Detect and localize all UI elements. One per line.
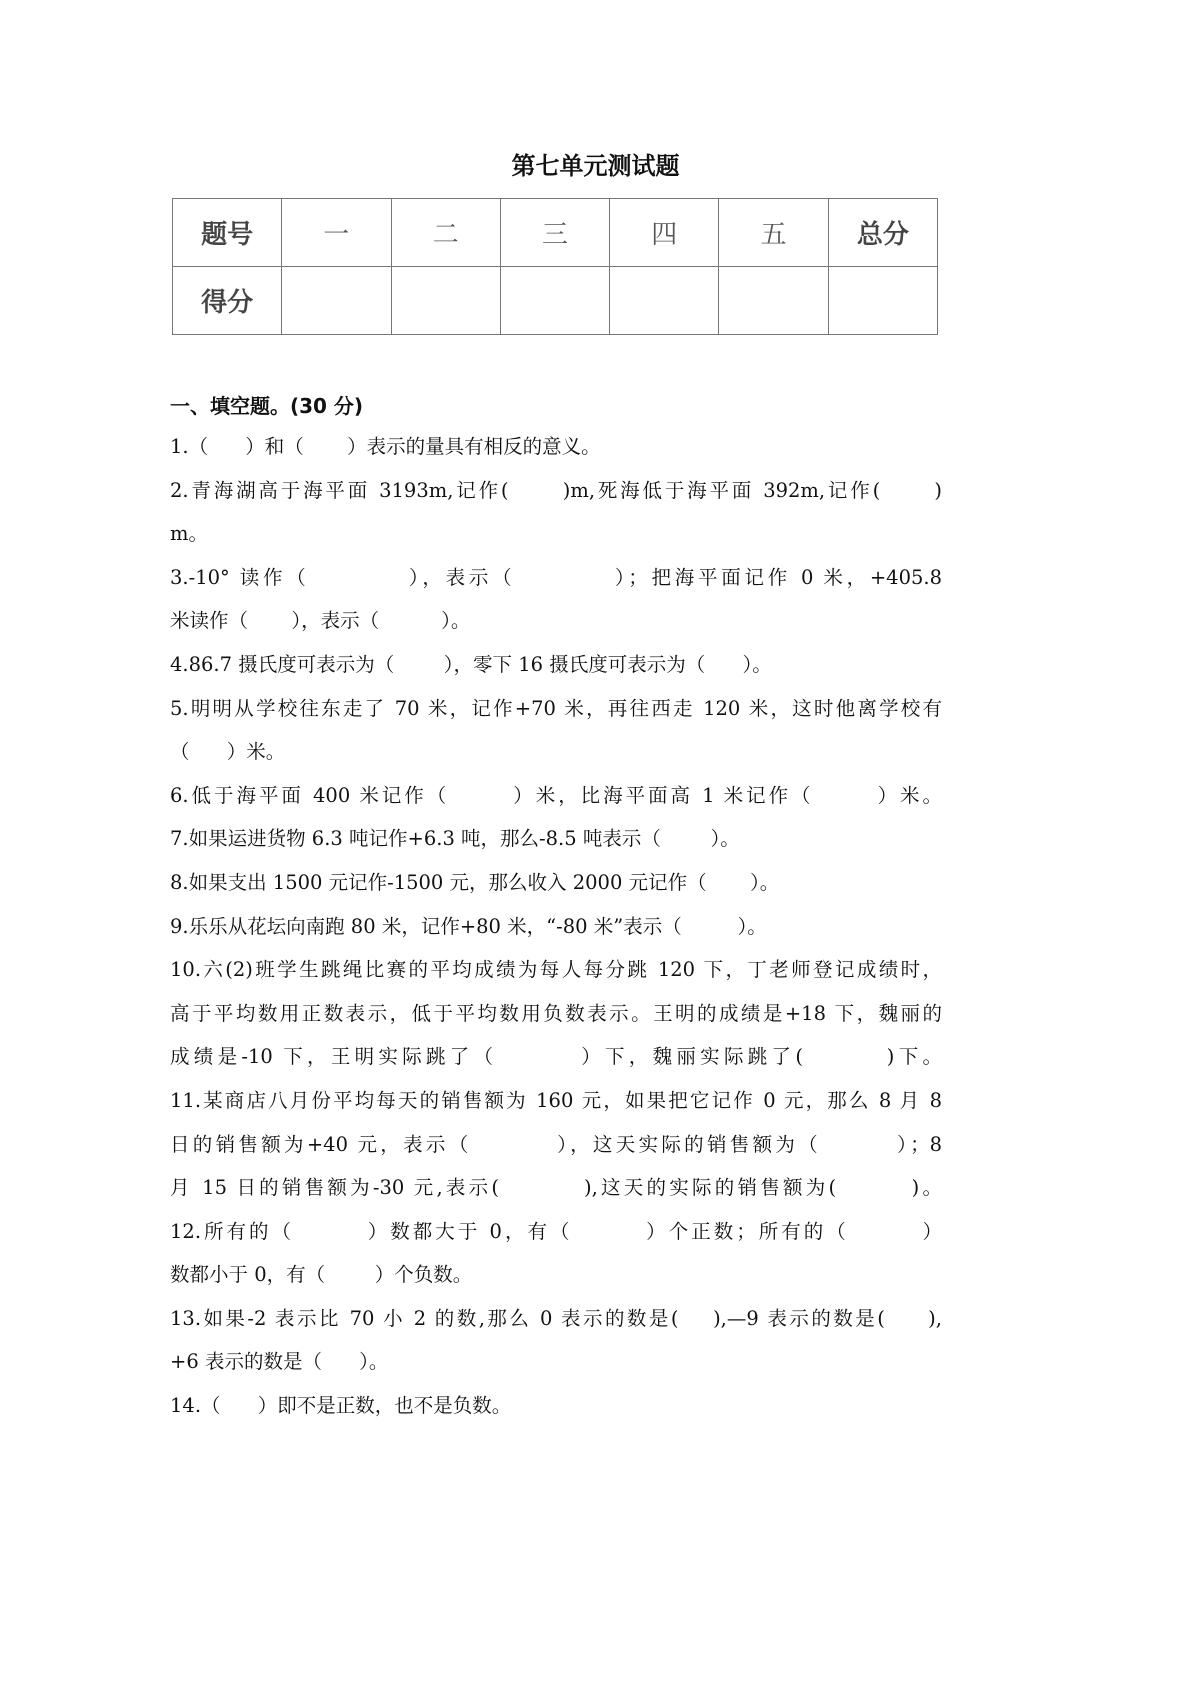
question-line: 10.六(2)班学生跳绳比赛的平均成绩为每人每分跳 120 下，丁老师登记成绩时， [170, 958, 942, 982]
question-line: +6 表示的数是（ ）。 [170, 1350, 389, 1374]
question-line: （ ）米。 [170, 740, 286, 764]
row-label: 得分 [173, 267, 282, 335]
question-line: 2.青海湖高于海平面 3193m,记作( )m,死海低于海平面 392m,记作( ) [170, 478, 942, 502]
score-cell[interactable] [828, 267, 937, 335]
question-line: 11.某商店八月份平均每天的销售额为 160 元，如果把它记作 0 元，那么 8 月 8 [170, 1088, 942, 1112]
score-table-header-row [173, 199, 938, 267]
header-cell: 总分 [828, 199, 937, 267]
score-cell[interactable] [500, 267, 609, 335]
question-line: 高于平均数用正数表示，低于平均数用负数表示。王明的成绩是+18 下，魏丽的 [170, 1001, 942, 1025]
score-cell[interactable] [282, 267, 391, 335]
question-line: 1.（ ）和（ ）表示的量具有相反的意义。 [170, 435, 601, 458]
question-line: m。 [170, 522, 208, 546]
question-line: 8.如果支出 1500 元记作-1500 元，那么收入 2000 元记作（ ）。 [170, 870, 780, 894]
header-cell: 三 [500, 199, 609, 267]
question-list [170, 425, 942, 1428]
question-line: 数都小于 0，有（ ）个负数。 [170, 1263, 473, 1287]
question-line: 9.乐乐从花坛向南跑 80 米，记作+80 米，“-80 米”表示（ ）。 [170, 914, 767, 938]
question-line: 12.所有的（ ）数都大于 0，有（ ）个正数；所有的（ ） [170, 1219, 942, 1243]
question-line: 米读作（ ），表示（ ）。 [170, 609, 471, 633]
question-line: 13.如果-2 表示比 70 小 2 的数,那么 0 表示的数是( ),—9 表示的数是( ), [170, 1306, 942, 1330]
score-cell[interactable] [719, 267, 828, 335]
question-line: 成绩是-10 下，王明实际跳了（ ）下，魏丽实际跳了( )下。 [170, 1045, 942, 1069]
header-cell: 二 [391, 199, 500, 267]
page-title: 第七单元测试题 [511, 152, 680, 180]
question-line: 14.（ ）即不是正数，也不是负数。 [170, 1394, 512, 1418]
question-line: 月 15 日的销售额为-30 元,表示( ),这天的实际的销售额为( )。 [170, 1176, 942, 1200]
score-table-score-row [173, 267, 938, 335]
score-cell[interactable] [610, 267, 719, 335]
section-heading: 一、填空题。(30 分) [170, 394, 364, 418]
score-cell[interactable] [391, 267, 500, 335]
header-cell: 一 [282, 199, 391, 267]
score-table [172, 198, 938, 335]
question-line: 6.低于海平面 400 米记作（ ）米，比海平面高 1 米记作（ ）米。 [170, 783, 942, 807]
header-cell: 题号 [173, 199, 282, 267]
question-line: 7.如果运进货物 6.3 吨记作+6.3 吨，那么-8.5 吨表示（ ）。 [170, 827, 740, 851]
question-line: 3.-10° 读作（ ），表示（ ）；把海平面记作 0 米，+405.8 [170, 565, 942, 589]
header-cell: 五 [719, 199, 828, 267]
header-cell: 四 [610, 199, 719, 267]
question-line: 4.86.7 摄氏度可表示为（ ），零下 16 摄氏度可表示为（ ）。 [170, 652, 772, 676]
question-line: 5.明明从学校往东走了 70 米，记作+70 米，再往西走 120 米，这时他离学校有 [170, 696, 942, 720]
question-line: 日的销售额为+40 元，表示（ ），这天实际的销售额为（ ）；8 [170, 1132, 942, 1156]
